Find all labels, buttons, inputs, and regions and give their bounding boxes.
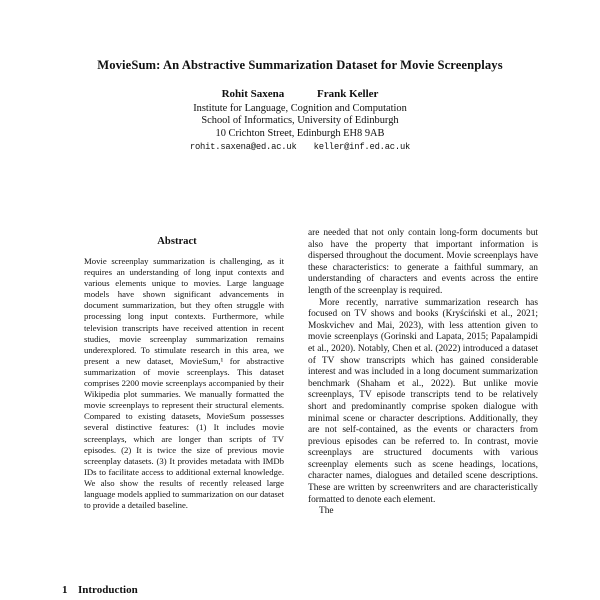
section-heading-introduction	[62, 584, 292, 596]
affiliation-line-1: Institute for Language, Cognition and Computation	[193, 103, 407, 114]
right-column	[308, 228, 538, 600]
author-name-1: Rohit Saxena	[221, 88, 285, 100]
author-emails	[0, 142, 600, 152]
abstract-heading: Abstract	[157, 236, 197, 247]
affiliation-line-3: 10 Crichton Street, Edinburgh EH8 9AB	[215, 127, 385, 139]
authors-line	[0, 88, 600, 100]
paper-title: MovieSum: An Abstractive Summarization Dataset for Movie Screenplays	[97, 58, 503, 72]
two-column-body	[0, 228, 600, 600]
section-number: 1	[62, 584, 68, 596]
paragraph-related-work: More recently, narrative summarization research has focused on TV shows and books (Kryściński et al., 2021; Moskvichev and Mai, 2023), with less attention given to movie screenplays (Gorinski and Lapata, 2015; Papalampidi et al., 2020). Notably, Chen et al. (2022) introduced a dataset of TV show transcripts which has gained considerable interest and was included in a long document summarization benchmark (Shaham et al., 2022). But unlike movie screenplays, TV episode transcripts tend to be relatively short and predominantly comprise spoken dialogue with minimal scene or character descriptions. Additionally, they are not self-contained, as the events or characters from previous episodes can be referred to. In contrast, movie screenplays are structured documents with various screenplay elements such as scene headings, locations, character names, dialogues and detailed scene descriptions. These are written by screenwriters and are characteristically formatted to denote each element.	[308, 297, 538, 505]
affiliation-line-2: School of Informatics, University of Edinburgh	[201, 115, 399, 127]
email-address-2: keller@inf.ed.ac.uk	[313, 142, 411, 153]
paragraph-clipped: The	[319, 506, 334, 517]
email-address-1: rohit.saxena@ed.ac.uk	[189, 142, 297, 153]
affiliation-block	[0, 103, 600, 140]
section-title: Introduction	[78, 584, 138, 596]
abstract-text: Movie screenplay summarization is challenging, as it requires an understanding of long input contexts and various elements unique to movies. Large language models have shown significant advancements in document summarization, but they often struggle with processing long input contexts. Furthermore, while television transcripts have received attention in recent studies, movie screenplay summarization remains underexplored. To stimulate research in this area, we present a new dataset, MovieSum,¹ for abstractive summarization of movie screenplays. This dataset comprises 2200 movie screenplays accompanied by their Wikipedia plot summaries. We manually formatted the movie screenplays to represent their structural elements. Compared to existing datasets, MovieSum possesses several distinctive features: (1) It includes movie screenplays, which are longer than scripts of TV episodes. (2) It is twice the size of previous movie screenplay datasets. (3) It provides metadata with IMDb IDs to facilitate access to additional external knowledge. We also show the results of recently released large language models applied to summarization on our dataset to provide a detailed baseline.	[84, 256, 284, 511]
paragraph-continued: are needed that not only contain long-form documents but also have the property that important information is dispersed throughout the document. Movie screenplays have these characteristics: to generate a faithful summary, an understanding of characters and events across the entire length of the screenplay is required.	[308, 228, 538, 296]
author-name-2: Frank Keller	[317, 88, 379, 100]
left-column	[62, 228, 292, 600]
